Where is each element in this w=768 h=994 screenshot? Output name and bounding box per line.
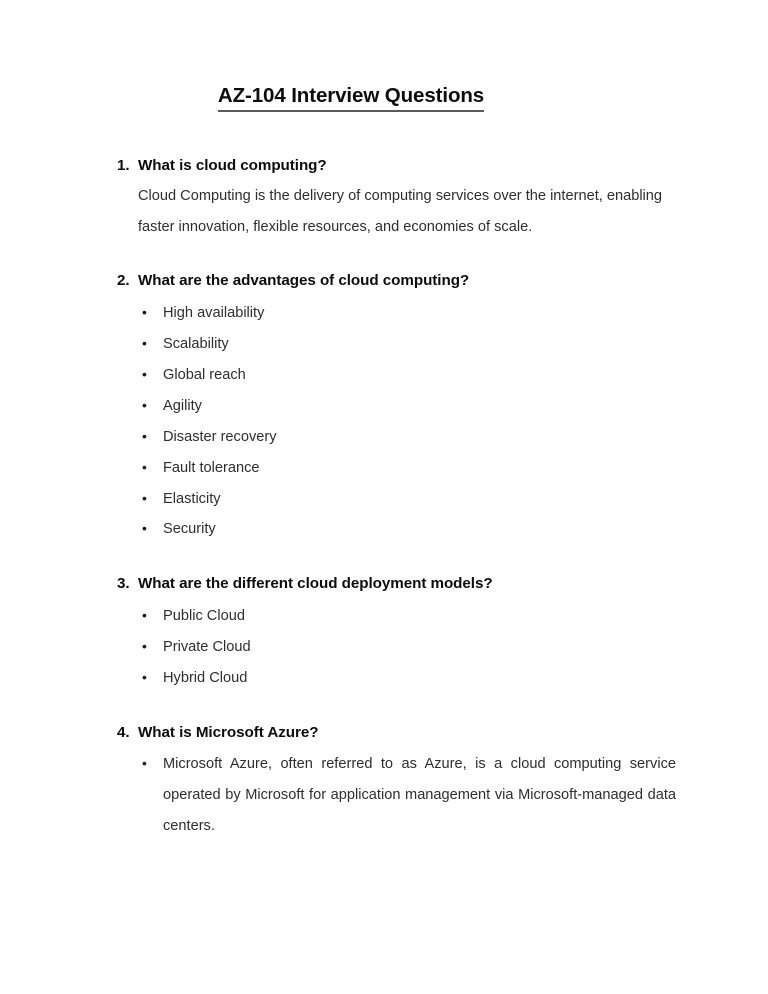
- list-item: [117, 360, 676, 391]
- list-item-label: Disaster recovery: [163, 428, 277, 445]
- bullet-dot-icon: •: [142, 637, 147, 654]
- list-item: [117, 391, 676, 422]
- list-item: [117, 298, 676, 329]
- qa-block: [117, 723, 676, 841]
- bullet-dot-icon: •: [142, 303, 147, 320]
- bullet-dot-icon: •: [142, 458, 147, 475]
- list-item: [117, 422, 676, 453]
- qa-block: [117, 271, 676, 545]
- question-number: 1.: [117, 156, 130, 174]
- bullet-dot-icon: •: [142, 365, 147, 382]
- question-text: What is cloud computing?: [138, 156, 327, 174]
- list-item: [117, 484, 676, 515]
- qa-block: [117, 156, 676, 243]
- list-item-label: Security: [163, 521, 216, 538]
- question-text: What are the advantages of cloud computing?: [138, 272, 470, 290]
- question-heading: [117, 723, 676, 744]
- bullet-dot-icon: •: [142, 427, 147, 444]
- bullet-dot-icon: •: [142, 606, 147, 623]
- question-heading: [117, 271, 676, 292]
- list-item-label: Private Cloud: [163, 638, 251, 655]
- list-item-label: Agility: [163, 397, 202, 414]
- list-item: [117, 329, 676, 360]
- list-item-label: Scalability: [163, 335, 229, 352]
- bullet-dot-icon: •: [142, 755, 147, 772]
- bullet-dot-icon: •: [142, 396, 147, 413]
- answer-paragraph: Cloud Computing is the delivery of computing services over the internet, enabling faster innovation, flexible resources, and economies of scale.: [138, 188, 663, 235]
- bullet-dot-icon: •: [142, 520, 147, 537]
- bullet-dot-icon: •: [142, 489, 147, 506]
- list-item-label: Hybrid Cloud: [163, 669, 248, 686]
- list-item-label: Fault tolerance: [163, 459, 260, 476]
- list-item: [117, 514, 676, 545]
- list-item-label: Elasticity: [163, 490, 221, 507]
- list-item: [117, 601, 676, 632]
- question-number: 4.: [117, 723, 130, 741]
- page-title-text: AZ-104 Interview Questions: [218, 84, 484, 112]
- bullet-dot-icon: •: [142, 334, 147, 351]
- list-item: [117, 749, 676, 841]
- question-text: What is Microsoft Azure?: [138, 723, 319, 741]
- list-item: [117, 663, 676, 694]
- list-item-label: High availability: [163, 304, 265, 321]
- list-item: [117, 453, 676, 484]
- list-item-label: Global reach: [163, 366, 246, 383]
- qa-block: [117, 574, 676, 693]
- page-title: [0, 0, 768, 112]
- answer-bullet-list: [117, 601, 676, 694]
- list-item-label: Public Cloud: [163, 607, 245, 624]
- answer-bullet-list: [117, 749, 676, 841]
- question-heading: [117, 156, 676, 177]
- answer-bullet-list: [117, 298, 676, 546]
- bullet-dot-icon: •: [142, 668, 147, 685]
- question-text: What are the different cloud deployment models?: [138, 575, 493, 593]
- question-number: 3.: [117, 575, 130, 593]
- list-item-label: Microsoft Azure, often referred to as Azure, is a cloud computing service operated by Microsoft for application management via Microsoft-managed data centers.: [163, 756, 676, 834]
- question-heading: [117, 574, 676, 595]
- document-body: [0, 156, 768, 842]
- list-item: [117, 632, 676, 663]
- question-number: 2.: [117, 272, 130, 290]
